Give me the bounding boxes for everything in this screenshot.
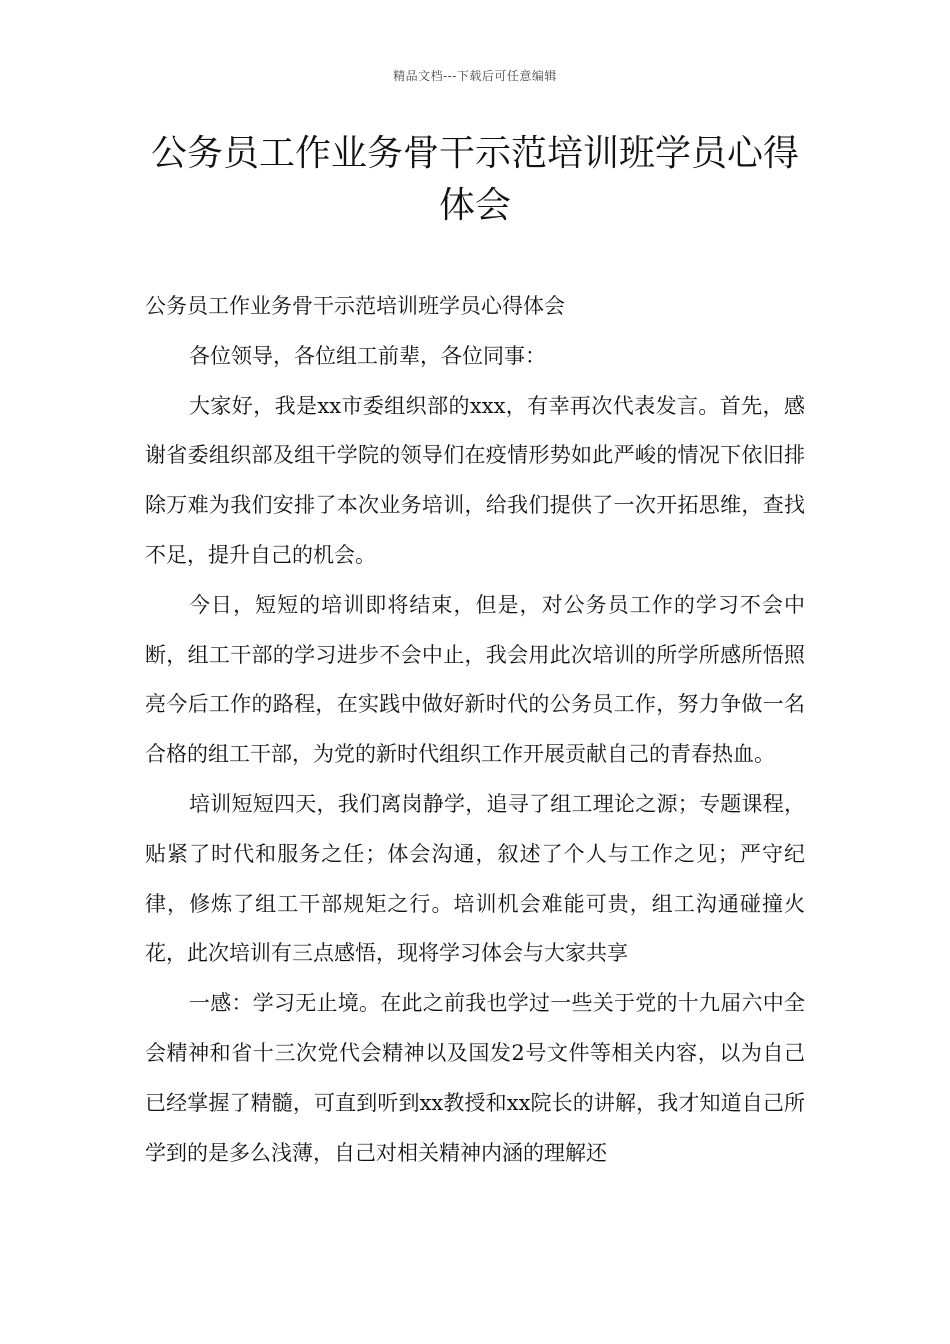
- body-paragraph: 大家好，我是xx市委组织部的xxx，有幸再次代表发言。首先，感谢省委组织部及组干学院的领导们在疫情形势如此严峻的情况下依旧排除万难为我们安排了本次业务培训，给我们提供了一次开拓思维，查找不足，提升自己的机会。: [145, 393, 805, 567]
- body-paragraph-subtitle: 公务员工作业务骨干示范培训班学员心得体会: [145, 294, 565, 318]
- body-paragraph: 一感：学习无止境。在此之前我也学过一些关于党的十九届六中全会精神和省十三次党代会精神以及国发2号文件等相关内容，以为自己已经掌握了精髓，可直到听到xx教授和xx院长的讲解，我才知道自己所学到的是多么浅薄，自己对相关精神内涵的理解还: [145, 991, 805, 1165]
- body-paragraph: 培训短短四天，我们离岗静学，追寻了组工理论之源；专题课程，贴紧了时代和服务之任；体会沟通，叙述了个人与工作之见；严守纪律，修炼了组工干部规矩之行。培训机会难能可贵，组工沟通碰撞火花，此次培训有三点感悟，现将学习体会与大家共享: [145, 791, 805, 966]
- body-paragraph-greeting: 各位领导，各位组工前辈，各位同事：: [189, 343, 546, 368]
- document-title: 公务员工作业务骨干示范培训班学员心得体会: [150, 133, 799, 226]
- header-note: 精品文档---下载后可任意编辑: [393, 69, 557, 83]
- document-body: [145, 282, 805, 1178]
- body-paragraph: 今日，短短的培训即将结束，但是，对公务员工作的学习不会中断，组工干部的学习进步不会中止，我会用此次培训的所学所感所悟照亮今后工作的路程，在实践中做好新时代的公务员工作，努力争做一名合格的组工干部，为党的新时代组织工作开展贡献自己的青春热血。: [145, 592, 805, 767]
